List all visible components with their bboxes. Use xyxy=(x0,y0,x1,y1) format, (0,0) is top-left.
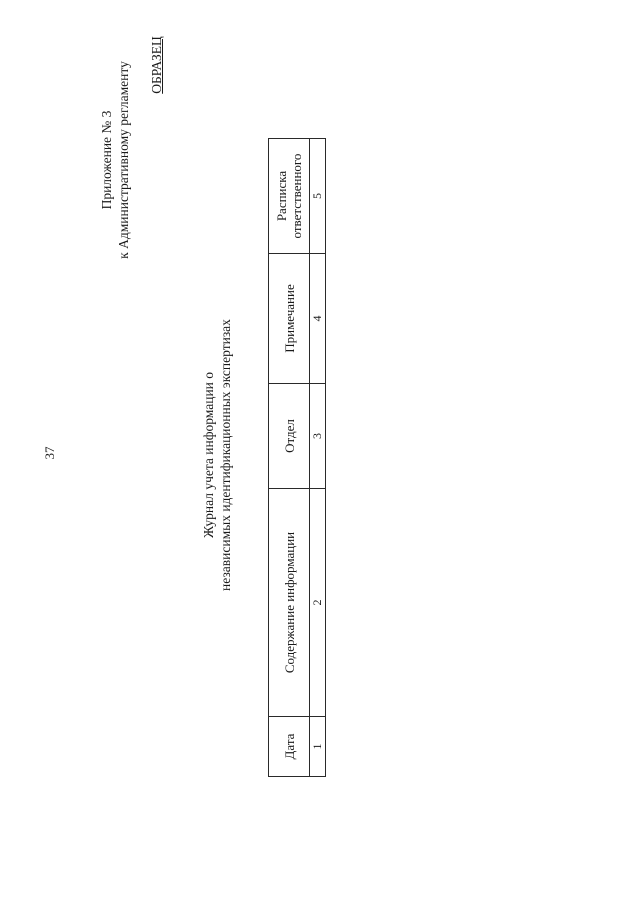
page-number: 37 xyxy=(42,446,57,460)
col-number-5: 5 xyxy=(310,139,326,254)
appendix-title: Приложение № 3 xyxy=(99,110,114,210)
journal-title-line1: Журнал учета информации о xyxy=(201,371,216,539)
col-number-2: 2 xyxy=(310,489,326,717)
journal-title xyxy=(200,245,234,665)
col-number-4: 4 xyxy=(310,254,326,384)
header-content: Содержание информации xyxy=(269,489,310,717)
appendix-header xyxy=(98,5,132,315)
header-signature: Расписка ответственного xyxy=(269,139,310,254)
header-date: Дата xyxy=(269,717,310,777)
table-header-row xyxy=(269,139,310,777)
appendix-subtitle: к Административному регламенту xyxy=(116,61,131,259)
header-note: Примечание xyxy=(269,254,310,384)
journal-table xyxy=(268,138,326,777)
journal-title-line2: независимых идентификационных экспертизах xyxy=(218,319,233,591)
col-number-3: 3 xyxy=(310,384,326,489)
sample-label: ОБРАЗЕЦ xyxy=(149,36,164,94)
col-number-1: 1 xyxy=(310,717,326,777)
header-department: Отдел xyxy=(269,384,310,489)
table-number-row xyxy=(310,139,326,777)
